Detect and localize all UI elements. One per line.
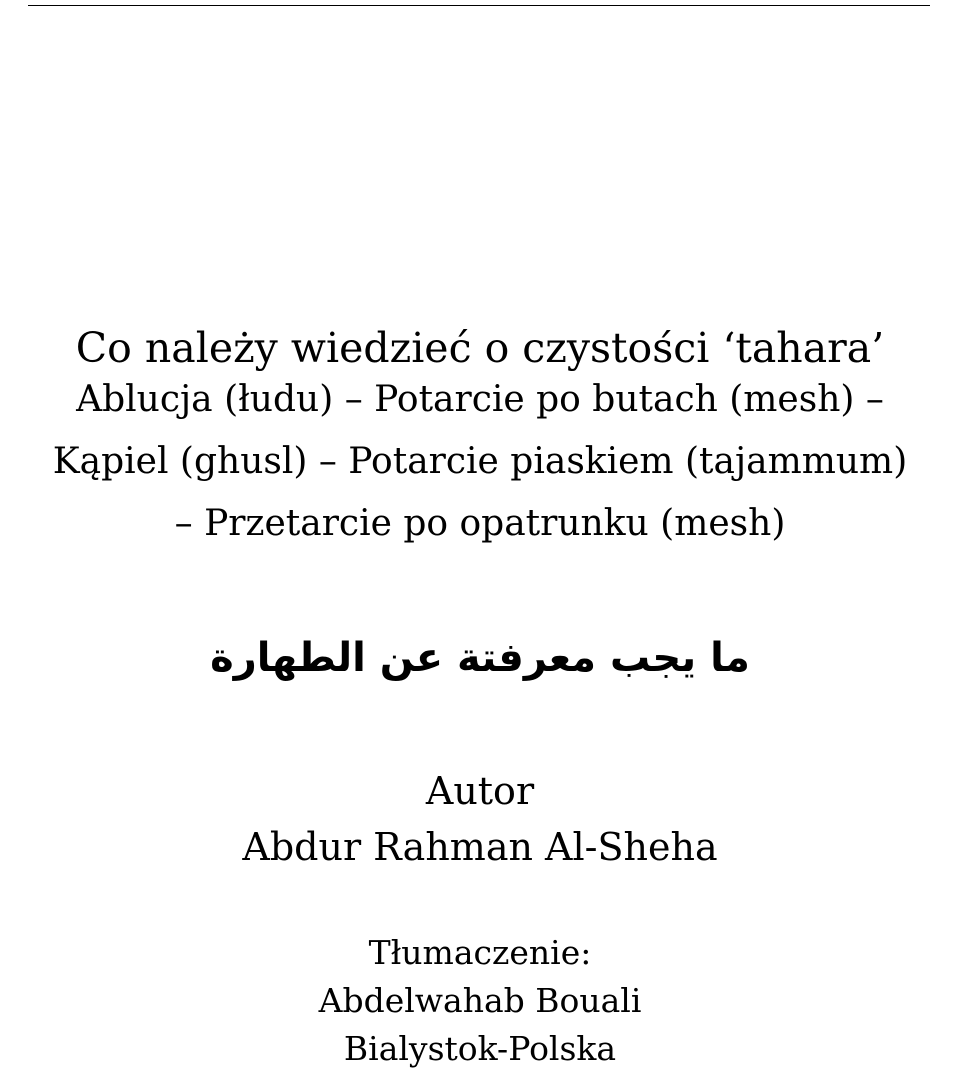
author-name: Abdur Rahman Al-Sheha bbox=[242, 825, 718, 869]
top-divider-line bbox=[28, 5, 930, 6]
translator-name: Abdelwahab Bouali bbox=[318, 981, 642, 1020]
translation-block bbox=[0, 933, 960, 1080]
main-title: Co należy wiedzieć o czystości ‘tahara’ bbox=[75, 324, 885, 372]
subtitle-line-1: Ablucja (łudu) – Potarcie po butach (mesh) – bbox=[76, 379, 884, 420]
arabic-title: ما يجب معرفتة عن الطهارة bbox=[210, 635, 750, 681]
title-block bbox=[0, 324, 960, 568]
subtitle-line-2: Kąpiel (ghusl) – Potarcie piaskiem (tajammum) bbox=[52, 441, 908, 482]
author-block bbox=[0, 769, 960, 869]
location: Bialystok-Polska bbox=[343, 1029, 617, 1068]
author-label: Autor bbox=[425, 769, 535, 813]
subtitle-line-3: – Przetarcie po opatrunku (mesh) bbox=[174, 503, 786, 544]
translation-label: Tłumaczenie: bbox=[368, 933, 592, 972]
